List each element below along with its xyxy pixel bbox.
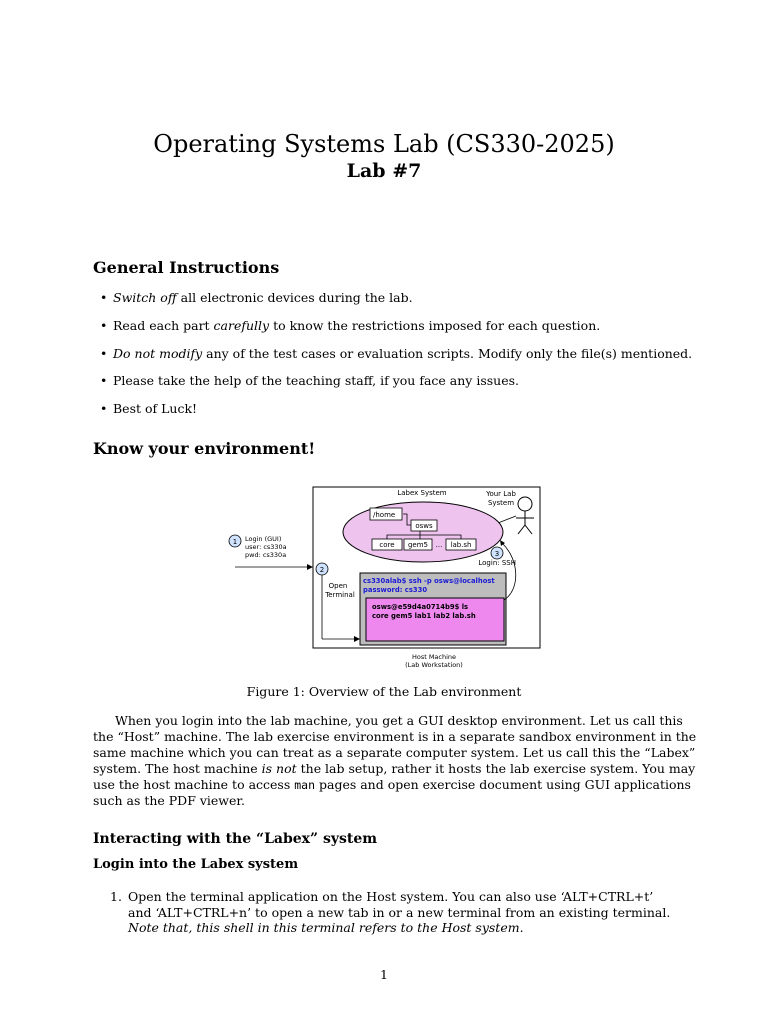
paragraph-line: system. The host machine is not the lab setup, rather it hosts the lab exercise system. You may [93,761,696,776]
page-number: 1 [380,967,388,982]
paragraph-line: When you login into the lab machine, you get a GUI desktop environment. Let us call this [115,713,683,728]
environment-paragraph [93,713,697,809]
step-text [128,889,670,936]
step-line: Open the terminal application on the Host system. You can also use ‘ALT+CTRL+t’ [128,889,654,904]
step-1-label: 1 [232,538,238,546]
login-ssh-label: Login: SSH [478,559,516,567]
step-2-label: 2 [319,566,325,574]
core-dir-label: core [379,541,395,549]
login-subheading: Login into the Labex system [93,857,299,872]
gem5-dir-label: gem5 [407,541,429,549]
paragraph-line: such as the PDF viewer. [93,793,245,808]
document-title: Operating Systems Lab (CS330-2025) [153,130,615,158]
general-instructions-heading: General Instructions [93,258,280,277]
paragraph-line: use the host machine to access man pages and open exercise document using GUI applications [93,777,691,792]
interacting-heading: Interacting with the “Labex” system [93,831,378,847]
labsh-file-label: lab.sh [450,541,472,549]
environment-heading: Know your environment! [93,439,316,458]
ellipsis-label: ... [435,541,443,549]
step-3-label: 3 [494,550,500,558]
instruction-item: • Please take the help of the teaching staff, if you face any issues. [113,373,519,388]
open-terminal-label: Terminal [325,591,355,599]
host-machine-sublabel: (Lab Workstation) [405,661,463,669]
labex-ls-command: osws@e59d4a0714b9$ ls [372,603,469,611]
osws-dir-label: osws [415,522,433,530]
lab-number: Lab #7 [346,160,422,182]
instruction-item: • Read each part carefully to know the restrictions imposed for each question. [113,318,600,333]
your-lab-system-label: System [487,499,515,507]
login-gui-user: user: cs330a [245,543,287,551]
user-figure-icon [516,497,534,534]
arrow-head-icon [307,564,313,570]
instruction-item: • Best of Luck! [113,401,197,416]
paragraph-line: same machine which you can treat as a separate computer system. Let us call this the “Labex” [93,745,696,760]
terminal-password-line: password: cs330 [363,586,428,594]
lab-environment-diagram [220,480,550,675]
labex-ls-output: core gem5 lab1 lab2 lab.sh [372,612,476,620]
home-dir-label: /home [373,511,396,519]
terminal-ssh-command: cs330alab$ ssh -p osws@localhost [363,577,495,585]
labex-system-label: Labex System [397,489,447,497]
figure-caption: Figure 1: Overview of the Lab environment [246,684,522,699]
login-gui-label: Login (GUI) [245,535,282,543]
labex-ellipse [343,502,503,562]
login-gui-pwd: pwd: cs330a [245,551,287,559]
instruction-item: • Do not modify any of the test cases or evaluation scripts. Modify only the file(s) mentioned. [113,346,692,361]
step-line: and ‘ALT+CTRL+n’ to open a new tab in or a new terminal from an existing terminal. [128,904,671,920]
open-terminal-label: Open [328,582,348,590]
step-line: Note that, this shell in this terminal refers to the Host system. [128,920,524,935]
arrow-head-icon [354,636,360,642]
paragraph-line: the “Host” machine. The lab exercise environment is in a separate sandbox environment in the [93,729,697,744]
instruction-item: • Switch off all electronic devices during the lab. [113,290,413,305]
step-number: 1. [110,889,122,904]
host-machine-label: Host Machine [411,653,457,661]
your-lab-system-label: Your Lab [486,490,516,498]
